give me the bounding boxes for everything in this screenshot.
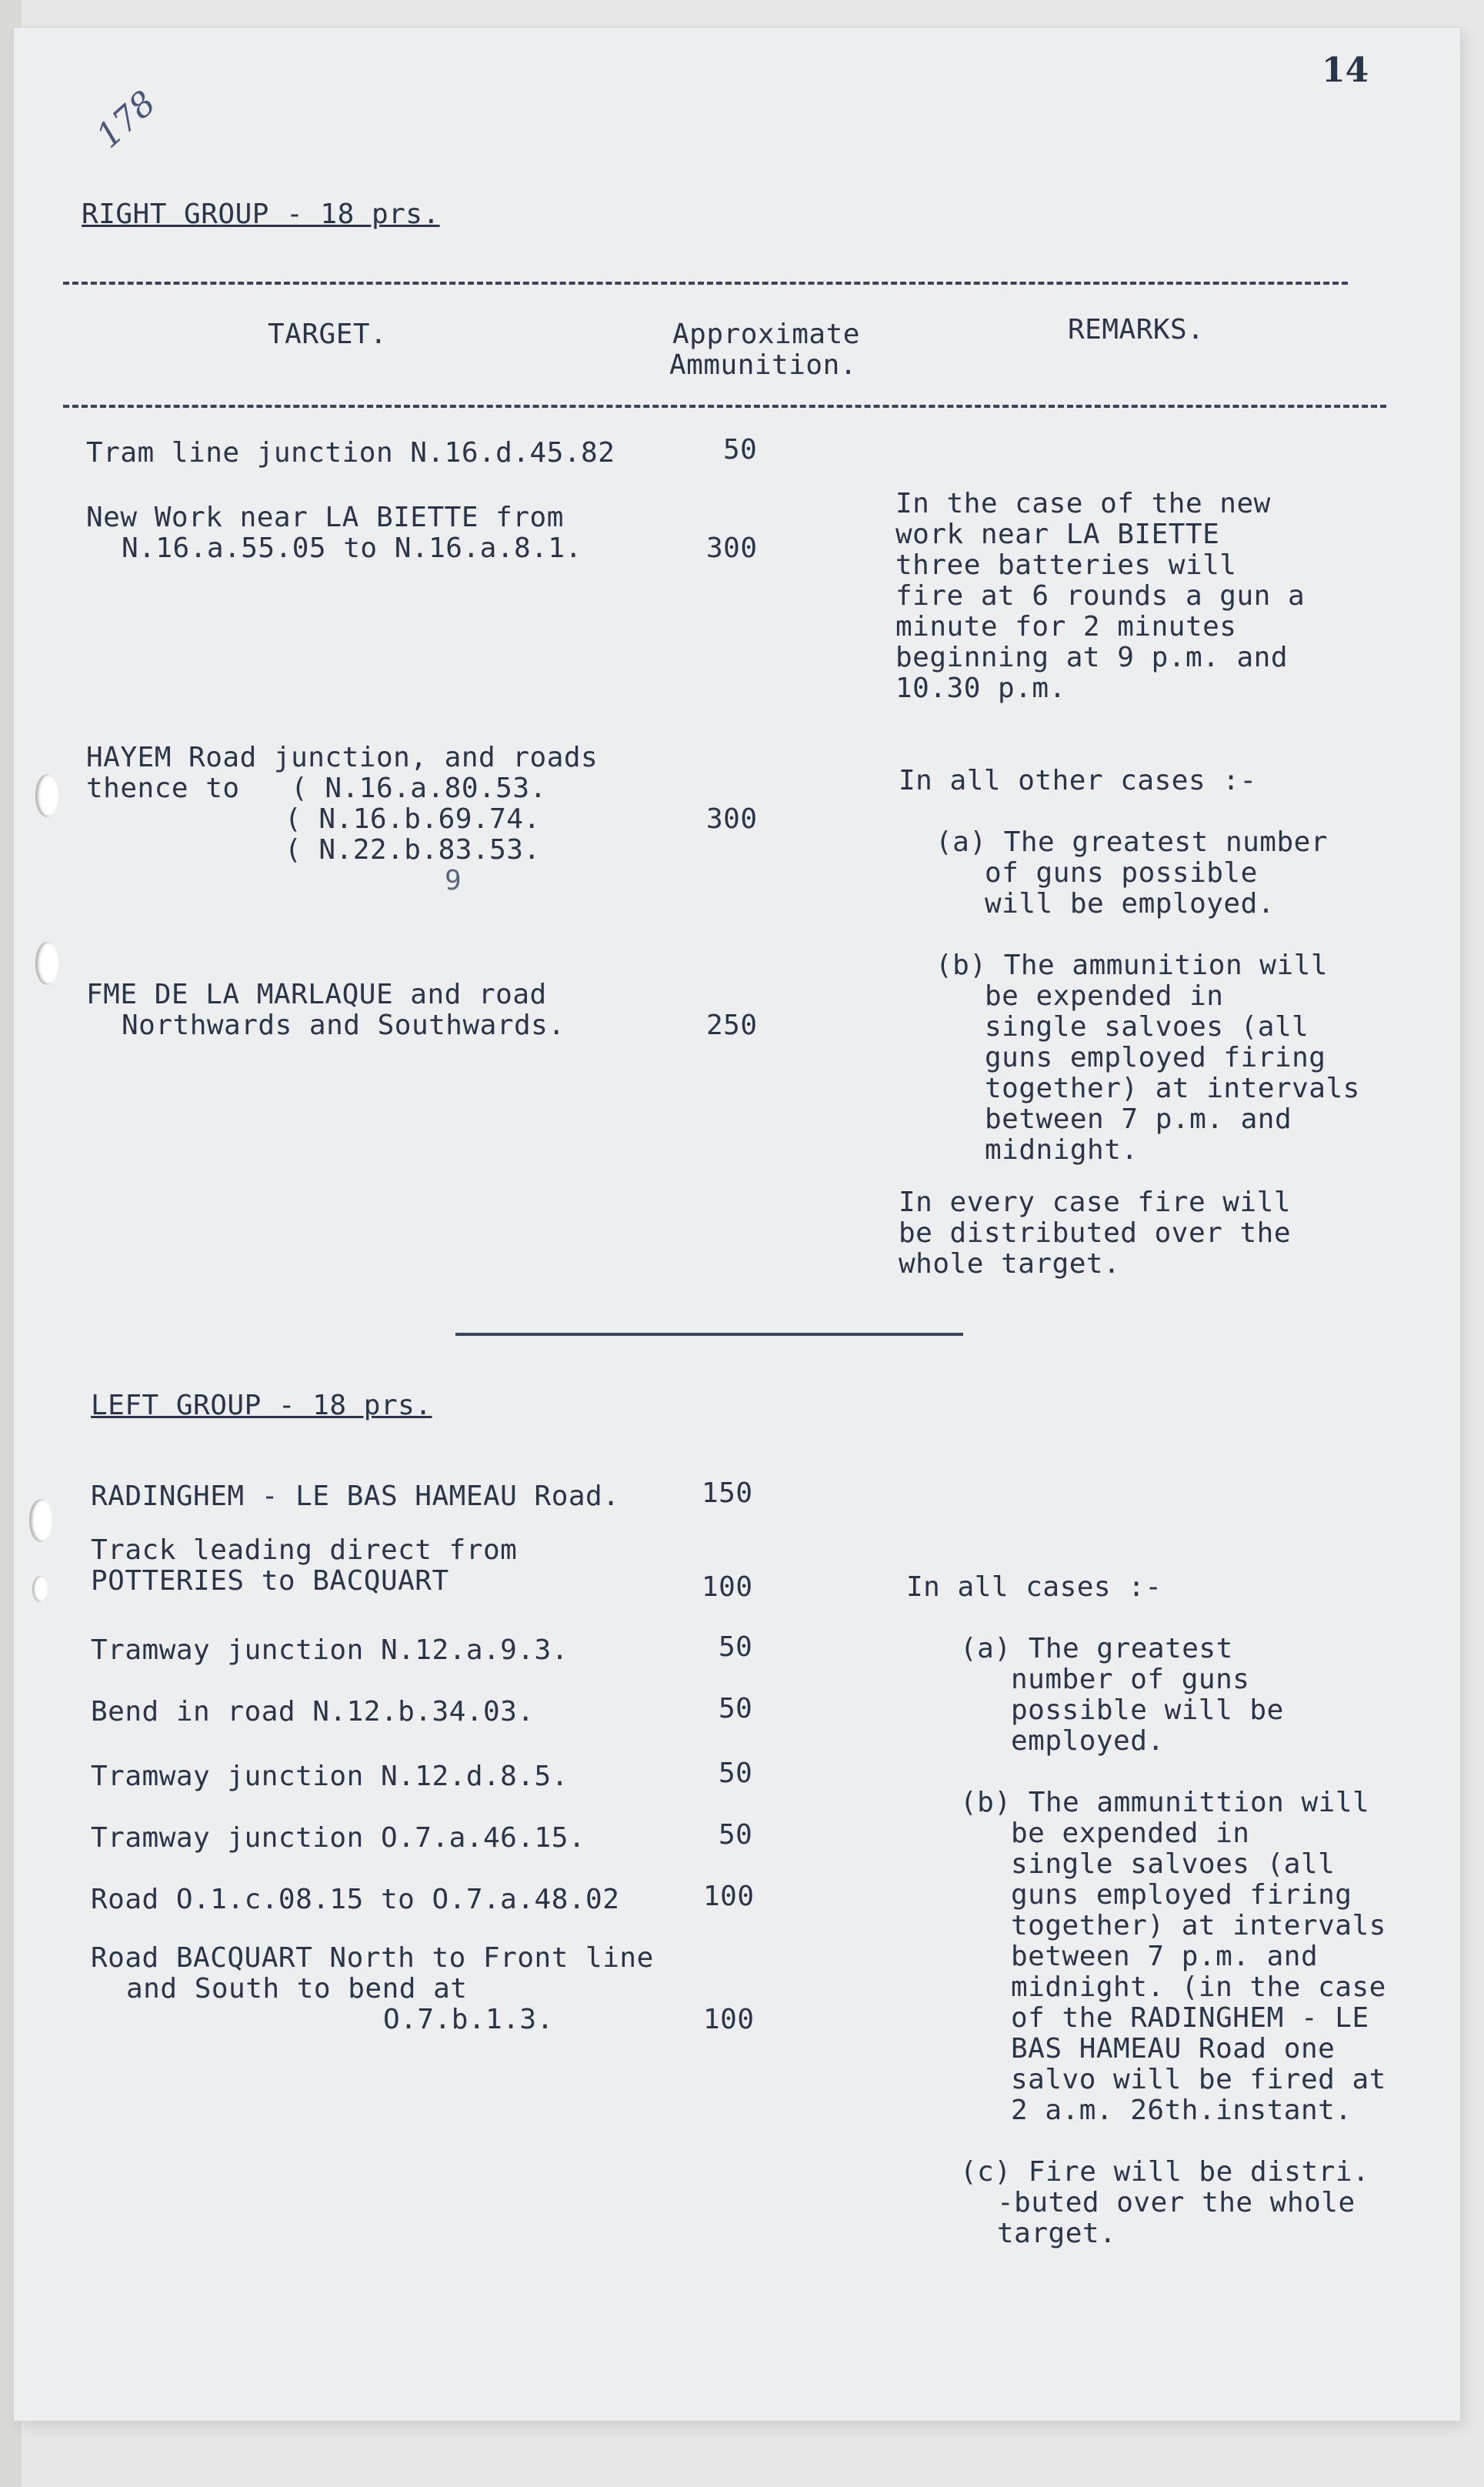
target-row: Tramway junction N.12.d.8.5. xyxy=(91,1761,569,1792)
remark-line: be expended in xyxy=(1011,1818,1250,1849)
remark-line: -buted over the whole xyxy=(997,2187,1356,2218)
target-row: Tramway junction N.12.a.9.3. xyxy=(91,1634,569,1666)
remark-line: single salvoes (all xyxy=(1011,1848,1336,1880)
target-row: New Work near LA BIETTE from xyxy=(86,502,564,533)
ammunition-value: 300 xyxy=(706,532,758,564)
target-row-cont: Northwards and Southwards. xyxy=(122,1010,565,1041)
remark-line: together) at intervals xyxy=(985,1073,1360,1104)
page-number: 14 xyxy=(1322,51,1369,90)
target-row: Tramway junction O.7.a.46.15. xyxy=(91,1822,586,1854)
target-row: RADINGHEM - LE BAS HAMEAU Road. xyxy=(91,1481,620,1512)
remark-line: In every case fire will xyxy=(899,1187,1291,1218)
remark-line: fire at 6 rounds a gun a xyxy=(895,580,1306,612)
remark-line: will be employed. xyxy=(985,888,1275,920)
ammunition-value: 100 xyxy=(703,2004,755,2035)
punch-hole xyxy=(29,1499,52,1542)
remark-line: (b) The ammunittion will xyxy=(960,1787,1370,1818)
target-row: Tram line junction N.16.d.45.82 xyxy=(86,437,615,469)
remark-line: 10.30 p.m. xyxy=(895,673,1066,704)
remark-line: midnight. (in the case xyxy=(1011,1971,1386,2003)
ammunition-value: 50 xyxy=(719,1631,753,1663)
target-row: Road O.1.c.08.15 to O.7.a.48.02 xyxy=(91,1884,620,1915)
remark-line: guns employed firing xyxy=(985,1042,1326,1073)
remark-line: three batteries will xyxy=(895,549,1237,581)
remark-line: possible will be xyxy=(1011,1694,1284,1726)
target-row: HAYEM Road junction, and roads xyxy=(86,742,599,773)
remark-line: In the case of the new xyxy=(895,488,1271,519)
divider-dashed xyxy=(63,282,1348,285)
column-header-remarks: REMARKS. xyxy=(1068,314,1205,346)
remark-line: between 7 p.m. and xyxy=(985,1103,1292,1135)
target-row-cont: and South to bend at xyxy=(126,1973,468,2005)
target-row-cont: O.7.b.1.3. xyxy=(383,2004,554,2035)
ammunition-value: 50 xyxy=(719,1819,753,1851)
punch-hole xyxy=(35,942,58,985)
remark-line: (b) The ammunition will xyxy=(935,950,1328,981)
target-row-cont: ( N.16.b.69.74. xyxy=(285,803,541,835)
remark-line: (a) The greatest number xyxy=(935,826,1328,858)
right-group-heading: RIGHT GROUP - 18 prs. xyxy=(82,199,440,230)
target-row-cont: N.16.a.55.05 to N.16.a.8.1. xyxy=(122,532,582,564)
remark-line: work near LA BIETTE xyxy=(895,519,1220,550)
column-header-ammunition-2: Ammunition. xyxy=(669,349,857,381)
column-header-ammunition: Approximate xyxy=(672,319,860,350)
remark-line: guns employed firing xyxy=(1011,1879,1352,1911)
ammunition-value: 250 xyxy=(706,1010,758,1041)
remark-line: together) at intervals xyxy=(1011,1910,1386,1941)
remark-line: of the RADINGHEM - LE xyxy=(1011,2002,1369,2034)
ammunition-value: 100 xyxy=(703,1881,755,1912)
remark-line: be expended in xyxy=(985,980,1224,1012)
remark-line: whole target. xyxy=(899,1248,1121,1280)
remark-line: In all other cases :- xyxy=(899,765,1257,796)
punch-hole xyxy=(32,1576,48,1602)
target-row-cont: thence to ( N.16.a.80.53. xyxy=(86,773,547,804)
ammunition-value: 300 xyxy=(706,803,758,835)
remark-line: BAS HAMEAU Road one xyxy=(1011,2033,1336,2065)
section-divider xyxy=(455,1333,963,1336)
remark-line: beginning at 9 p.m. and xyxy=(895,642,1288,673)
remark-line: In all cases :- xyxy=(906,1571,1162,1603)
punch-hole xyxy=(35,774,58,817)
remark-line: be distributed over the xyxy=(899,1217,1291,1249)
remark-line: midnight. xyxy=(985,1134,1139,1166)
document-page xyxy=(14,28,1460,2421)
target-row: FME DE LA MARLAQUE and road xyxy=(86,979,547,1010)
remark-line: employed. xyxy=(1011,1725,1165,1757)
divider-dashed xyxy=(63,405,1386,408)
handwritten-correction: 9 xyxy=(445,865,462,896)
remark-line: single salvoes (all xyxy=(985,1011,1309,1043)
target-row-cont: POTTERIES to BACQUART xyxy=(91,1565,449,1597)
remark-line: (c) Fire will be distri. xyxy=(960,2156,1370,2188)
remark-line: 2 a.m. 26th.instant. xyxy=(1011,2095,1352,2126)
target-row-cont: ( N.22.b.83.53. xyxy=(285,834,541,866)
ammunition-value: 50 xyxy=(719,1758,753,1789)
remark-line: (a) The greatest xyxy=(960,1633,1233,1664)
target-row: Road BACQUART North to Front line xyxy=(91,1942,654,1974)
ammunition-value: 50 xyxy=(719,1693,753,1724)
remark-line: target. xyxy=(997,2218,1117,2249)
target-row: Track leading direct from xyxy=(91,1534,518,1566)
ammunition-value: 100 xyxy=(702,1571,753,1603)
column-header-target: TARGET. xyxy=(268,319,388,350)
remark-line: between 7 p.m. and xyxy=(1011,1941,1319,1972)
target-row: Bend in road N.12.b.34.03. xyxy=(91,1696,535,1728)
remark-line: number of guns xyxy=(1011,1664,1250,1695)
left-group-heading: LEFT GROUP - 18 prs. xyxy=(91,1390,432,1421)
handwritten-folio: 178 xyxy=(88,83,164,156)
ammunition-value: 50 xyxy=(723,434,758,466)
ammunition-value: 150 xyxy=(702,1477,753,1509)
remark-line: minute for 2 minutes xyxy=(895,611,1237,643)
remark-line: of guns possible xyxy=(985,857,1258,889)
remark-line: salvo will be fired at xyxy=(1011,2064,1386,2095)
